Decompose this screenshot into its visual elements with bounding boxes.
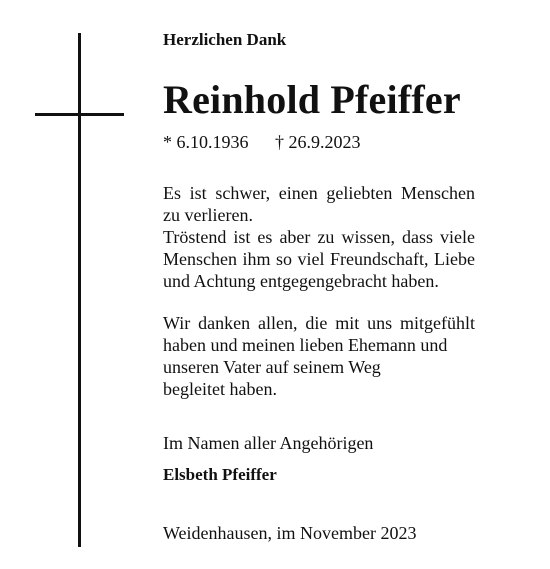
- place-and-date: Weidenhausen, im November 2023: [163, 523, 417, 543]
- paragraph-line: Wir danken allen, die mit uns mitgefühlt: [163, 313, 475, 333]
- cross-horizontal-bar: [35, 113, 124, 116]
- paragraph-line: Es ist schwer, einen geliebten Menschen: [163, 183, 475, 203]
- paragraph-line: begleitet haben.: [163, 379, 277, 399]
- paragraph-line: Tröstend ist es aber zu wissen, dass viele: [163, 227, 475, 247]
- paragraph-line: haben und meinen lieben Ehemann und: [163, 335, 448, 355]
- paragraph-line: Menschen ihm so viel Freundschaft, Liebe: [163, 249, 475, 269]
- paragraph-thanks: [163, 312, 475, 400]
- paragraph-line: unseren Vater auf seinem Weg: [163, 357, 381, 377]
- deceased-name: Reinhold Pfeiffer: [163, 77, 461, 122]
- cross-vertical-bar: [78, 33, 81, 547]
- death-date: † 26.9.2023: [275, 132, 361, 152]
- paragraph-condolence: [163, 182, 475, 292]
- paragraph-line: zu verlieren.: [163, 205, 253, 225]
- life-dates: [163, 132, 361, 153]
- birth-date: * 6.10.1936: [163, 132, 249, 152]
- closing-line: Im Namen aller Angehörigen: [163, 433, 374, 453]
- signer-name: Elsbeth Pfeiffer: [163, 465, 277, 484]
- thanks-heading: Herzlichen Dank: [163, 30, 287, 49]
- paragraph-line: und Achtung entgegengebracht haben.: [163, 271, 439, 291]
